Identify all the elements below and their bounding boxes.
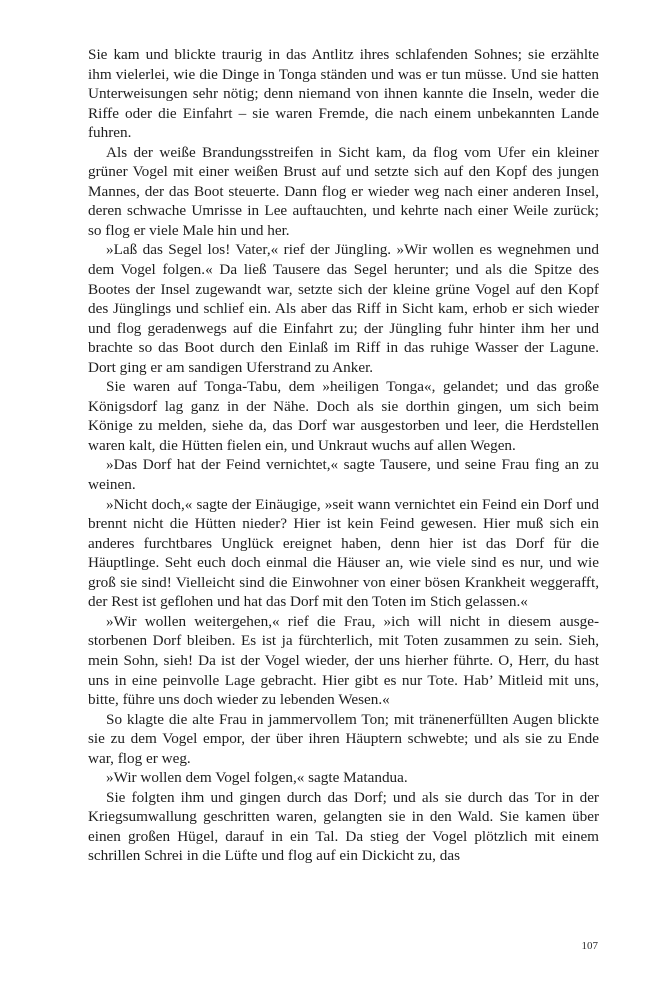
paragraph: »Das Dorf hat der Feind vernichtet,« sagte Tausere, und seine Frau fing an zu weinen. [88, 456, 599, 494]
paragraph: »Laß das Segel los! Vater,« rief der Jüngling. »Wir wollen es wegnehmen und dem Vogel folgen.« Da ließ Tausere das Segel herunter; und als die Spitze des Bootes der Insel zugewandt war, setzte sich der kleine grüne Vogel auf den Kopf des Jünglings und schlief ein. Als aber das Riff in Sicht kam, erhob er sich wieder und flog geradenwegs auf die Einfahrt zu; der Jüngling fuhr hinter ihm her und brachte so das Boot durch den Einlaß im Riff in das ruhige Wasser der Lagune. Dort ging er am sandigen Uferstrand zu Anker. [88, 241, 599, 376]
page-number: 107 [581, 940, 598, 952]
paragraph: »Wir wollen dem Vogel folgen,« sagte Matandua. [106, 769, 408, 787]
paragraph: Sie kam und blickte traurig in das Antlitz ihres schlafenden Sohnes; sie erzählte ihm vielerlei, wie die Dinge in Tonga ständen und was er tun müsse. Und sie hatten Unterweisungen sehr nötig; denn niemand von ihnen kannte die Inseln, weder die Riffe oder die Einfahrt – sie waren Fremde, die nach einem unbekannten Lande fuhren. [88, 46, 599, 142]
paragraph: »Nicht doch,« sagte der Einäugige, »seit wann vernichtet ein Feind ein Dorf und brennt nicht die Hütten nieder? Hier ist kein Feind gewesen. Hier muß sich ein anderes furchtbares Unglück ereignet haben, denn hier ist das Dorf für die Häuptlinge. Seht euch doch einmal die Häuser an, wie viele sind es nur, und wie groß sie sind! Vielleicht sind die Einwohner von einer bösen Krankheit weggerafft, der Rest ist geflohen und hat das Dorf mit den Toten im Stich gelassen.« [88, 495, 599, 611]
paragraph: Sie waren auf Tonga-Tabu, dem »heiligen Tonga«, gelandet; und das große Königsdorf lag ganz in der Nähe. Doch als sie dorthin gingen, um sich beim Könige zu melden, siehe da, das Dorf war ausgestorben und leer, die Herdstellen waren kalt, die Hütten fielen ein, und Unkraut wuchs auf allen Wegen. [88, 378, 599, 454]
paragraph: So klagte die alte Frau in jammervollem Ton; mit tränenerfüllten Augen blickte sie zu dem Vogel empor, der über ihren Häuptern schwebte; und als sie zu Ende war, flog er weg. [88, 710, 599, 767]
paragraph: Sie folgten ihm und gingen durch das Dorf; und als sie durch das Tor in der Kriegsumwallung geschritten waren, gelangten sie in den Wald. Sie kamen über einen großen Hügel, darauf in ein Tal. Da stieg der Vogel plötzlich mit einem schrillen Schrei in die Lüfte und flog auf ein Dickicht zu, das [88, 788, 599, 865]
body-text [88, 45, 599, 866]
paragraph: Als der weiße Brandungsstreifen in Sicht kam, da flog vom Ufer ein kleiner grüner Vogel mit einer weißen Brust auf und setzte sich auf den Kopf des jungen Mannes, der das Boot steuerte. Dann flog er wieder weg nach einer anderen Insel, deren schwache Umrisse in Lee auftauchten, und kehrte nach einer Weile zurück; so flog er viele Male hin und her. [88, 143, 599, 239]
paragraph: »Wir wollen weitergehen,« rief die Frau, »ich will nicht in diesem ausgestorbenen Dorf bleiben. Es ist ja fürchterlich, mit Toten zusammen zu sein. Sieh, mein Sohn, sieh! Da ist der Vogel wieder, der uns hierher führte. O, Herr, du hast uns in eine peinvolle Lage gebracht. Hier gibt es nur Tote. Hab’ Mitleid mit uns, bitte, führe uns doch wieder zu lebenden Wesen.« [88, 612, 599, 709]
